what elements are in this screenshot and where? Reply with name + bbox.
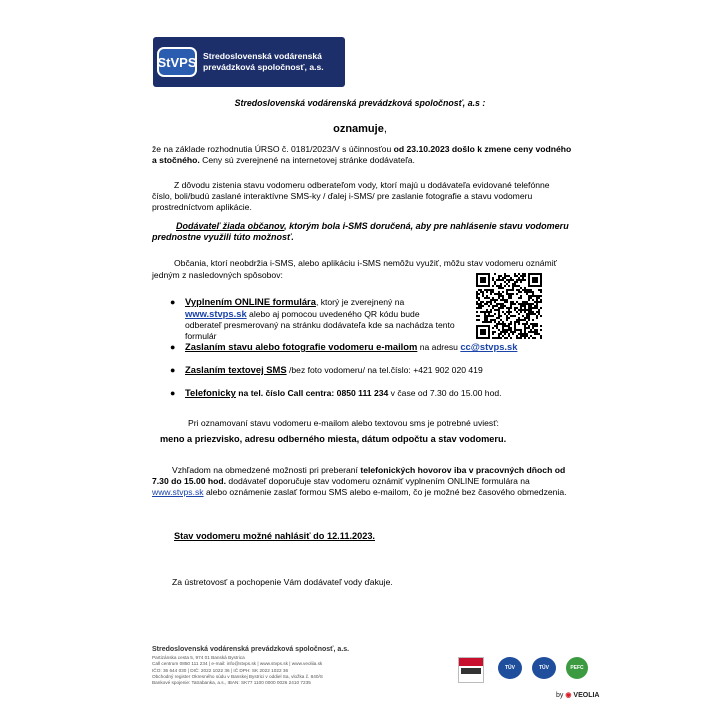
option-phone-hours: v čase od 7.30 do 15.00 hod. bbox=[388, 388, 502, 398]
option-sms-text: /bez foto vodomeru/ na tel.číslo: +421 902 020 419 bbox=[286, 365, 483, 375]
veolia-by: by bbox=[556, 692, 564, 699]
footer-line: Bankové spojenie: Tatrabanka, a.s., IBAN: SK77 1100 0000 0026 2410 7235 bbox=[152, 680, 311, 685]
announcement-title bbox=[0, 123, 720, 135]
option-phone-number: na tel. číslo Call centra: 0850 111 234 bbox=[235, 388, 389, 398]
bullet-icon: ● bbox=[170, 365, 176, 375]
phone-limits-text: Vzhľadom na obmedzené možnosti pri preberaní bbox=[172, 465, 361, 475]
email-link[interactable]: cc@stvps.sk bbox=[460, 341, 518, 352]
request-text-underlined: Dodávateľ žiada občanov bbox=[176, 221, 285, 231]
website-link[interactable]: www.stvps.sk bbox=[185, 308, 247, 319]
footer-line: Call centrum 0850 111 234 | e-mail: info@stvps.sk | www.stvps.sk | www.veoliia.sk bbox=[152, 661, 323, 666]
email-requirements-intro: Pri oznamovaní stavu vodomeru e-mailom alebo textovou sms je potrebné uviesť: bbox=[188, 418, 499, 428]
bureau-veritas-cert-icon bbox=[458, 657, 484, 683]
footer-line: IČO: 36 644 030 | DIČ: 2022 1022 36 | IČ DPH: SK 2022 1022 36 bbox=[152, 668, 289, 673]
announces-comma: , bbox=[383, 123, 387, 135]
tuv-cert-icon-2: TÜV bbox=[532, 657, 556, 679]
option-phone bbox=[168, 387, 605, 399]
footer-line: Partizánska cesta 5, 974 01 Banská Bystrica bbox=[152, 655, 245, 660]
veolia-name: VEOLIA bbox=[573, 692, 600, 699]
logo-text-line2: prevádzková spoločnosť, a.s. bbox=[203, 62, 324, 72]
request-text: , ktorým bola i-SMS doručená, aby pre nahlásenie stavu vodomeru prednostne využili túto možnosť. bbox=[152, 221, 569, 242]
company-logo bbox=[153, 37, 345, 87]
option-online-form-detail: alebo aj pomocou uvedeného QR kódu bude odberateľ presmerovaný na stránku dodávateľa kde sa nachádza tento formulár bbox=[185, 309, 455, 341]
option-email-text: na adresu bbox=[417, 342, 461, 352]
price-change-note: Ceny sú zverejnené na internetovej stránke dodávateľa. bbox=[199, 155, 415, 165]
price-change-paragraph bbox=[152, 144, 572, 166]
price-change-bold: od 23.10.2023 došlo k zmene ceny vodného a stočného. bbox=[152, 144, 572, 165]
phone-limits-tail: alebo oznámenie zaslať formou SMS alebo e-mailom, čo je možné bez časového obmedzenia. bbox=[203, 487, 567, 497]
options-intro-paragraph: Občania, ktorí neobdržia i-SMS, alebo aplikáciu i-SMS nemôžu využiť, môžu stav vodomeru oznámiť jedným z nasledovných spôsobov: bbox=[152, 258, 557, 280]
meter-reading-paragraph: Z dôvodu zistenia stavu vodomeru odberateľom vody, ktorí majú u dodávateľa evidované telefónne číslo, boli/budú zaslané interaktívne SMS-ky / ďalej i-SMS/ pre zaslanie fotografie a stavu vodomeru prostredníctvom aplikácie. bbox=[152, 180, 550, 212]
option-online-form bbox=[168, 296, 455, 342]
options-list bbox=[168, 296, 518, 399]
veolia-brand bbox=[556, 691, 599, 699]
option-phone-title: Telefonicky bbox=[185, 387, 236, 398]
pefc-cert-icon: PEFC bbox=[566, 657, 588, 679]
company-heading: Stredoslovenská vodárenská prevádzková spoločnosť, a.s : bbox=[234, 98, 486, 108]
logo-text-line1: Stredoslovenská vodárenská bbox=[203, 51, 322, 61]
option-sms-title: Zaslaním textovej SMS bbox=[185, 364, 287, 375]
thanks-line: Za ústretovosť a pochopenie Vám dodávateľ vody ďakuje. bbox=[172, 577, 393, 587]
veolia-logo-icon: ◉ bbox=[565, 692, 572, 699]
bullet-icon: ● bbox=[170, 342, 176, 352]
footer-company-name: Stredoslovenská vodárenská prevádzková spoločnosť, a.s. bbox=[152, 646, 350, 653]
phone-limits-paragraph bbox=[152, 465, 572, 498]
bullet-icon: ● bbox=[170, 297, 176, 307]
phone-limits-recommend: dodávateľ doporučuje stav vodomeru oznámiť vyplnením ONLINE formulára na bbox=[226, 476, 530, 486]
footer-line: Obchodný register Okresného súdu v Banskej Bystrici v oddiel Sa, vložka č. 840/S bbox=[152, 674, 323, 679]
price-change-text: že na základe rozhodnutia ÚRSO č. 0181/2023/V s účinnosťou bbox=[152, 144, 394, 154]
required-fields: meno a priezvisko, adresu odberného miesta, dátum odpočtu a stav vodomeru. bbox=[160, 434, 507, 444]
tuv-cert-icon: TÜV bbox=[498, 657, 522, 679]
deadline-notice: Stav vodomeru možné nahlásiť do 12.11.2023. bbox=[174, 531, 375, 541]
logo-text bbox=[203, 51, 324, 73]
option-email bbox=[168, 341, 605, 353]
request-paragraph bbox=[152, 221, 572, 243]
phone-limits-bold: telefonických hovorov iba v pracovných dňoch od 7.30 do 15.00 hod. bbox=[152, 465, 566, 486]
website-link-2[interactable]: www.stvps.sk bbox=[152, 487, 204, 497]
option-online-form-text: , ktorý je zverejnený na bbox=[315, 297, 405, 307]
logo-badge: StVPS bbox=[157, 47, 197, 77]
bullet-icon: ● bbox=[170, 388, 176, 398]
option-online-form-title: Vyplnením ONLINE formulára bbox=[185, 296, 316, 307]
option-sms bbox=[168, 364, 605, 376]
qr-code[interactable] bbox=[476, 273, 542, 339]
option-email-title: Zaslaním stavu alebo fotografie vodomeru e-mailom bbox=[185, 341, 418, 352]
announces-word: oznamuje bbox=[333, 123, 384, 135]
